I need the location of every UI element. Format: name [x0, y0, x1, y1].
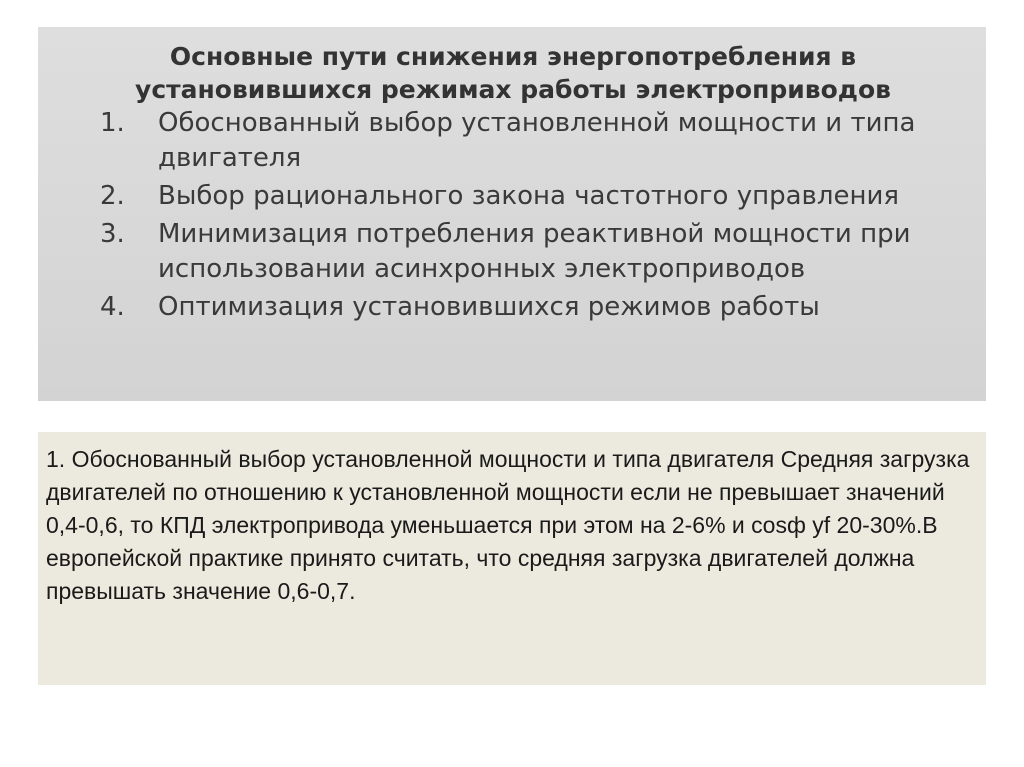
list-item-text: Выбор рационального закона частотного управления	[158, 181, 900, 211]
list-item	[100, 217, 966, 287]
body-paragraph: 1. Обоснованный выбор установленной мощности и типа двигателя Средняя загрузка двигателей по отношению к установленной мощности если не превышает значений 0,4-0,6, то КПД электропривода уменьшается при этом на 2-6% и cosф yf 20-30%.В европейской практике принято считать, что средняя загрузка двигателей должна превышать значение 0,6-0,7.	[46, 446, 970, 604]
list-item-text: Обоснованный выбор установленной мощности и типа двигателя	[158, 108, 916, 173]
slide-image-panel	[38, 27, 986, 401]
list-item	[100, 179, 966, 214]
list-item-text: Оптимизация установившихся режимов работы	[158, 292, 820, 322]
list-item-text: Минимизация потребления реактивной мощности при использовании асинхронных электроприводов	[158, 219, 911, 284]
list-item	[100, 290, 966, 325]
list-item-number: 3.	[100, 219, 125, 249]
list-item-number: 2.	[100, 181, 125, 211]
text-box	[38, 432, 986, 685]
methods-list	[100, 106, 966, 325]
slide-title: Основные пути снижения энергопотребления в установившихся режимах работы электроприводов	[135, 42, 891, 104]
list-item	[100, 106, 966, 176]
list-item-number: 1.	[100, 108, 125, 138]
list-item-number: 4.	[100, 292, 125, 322]
